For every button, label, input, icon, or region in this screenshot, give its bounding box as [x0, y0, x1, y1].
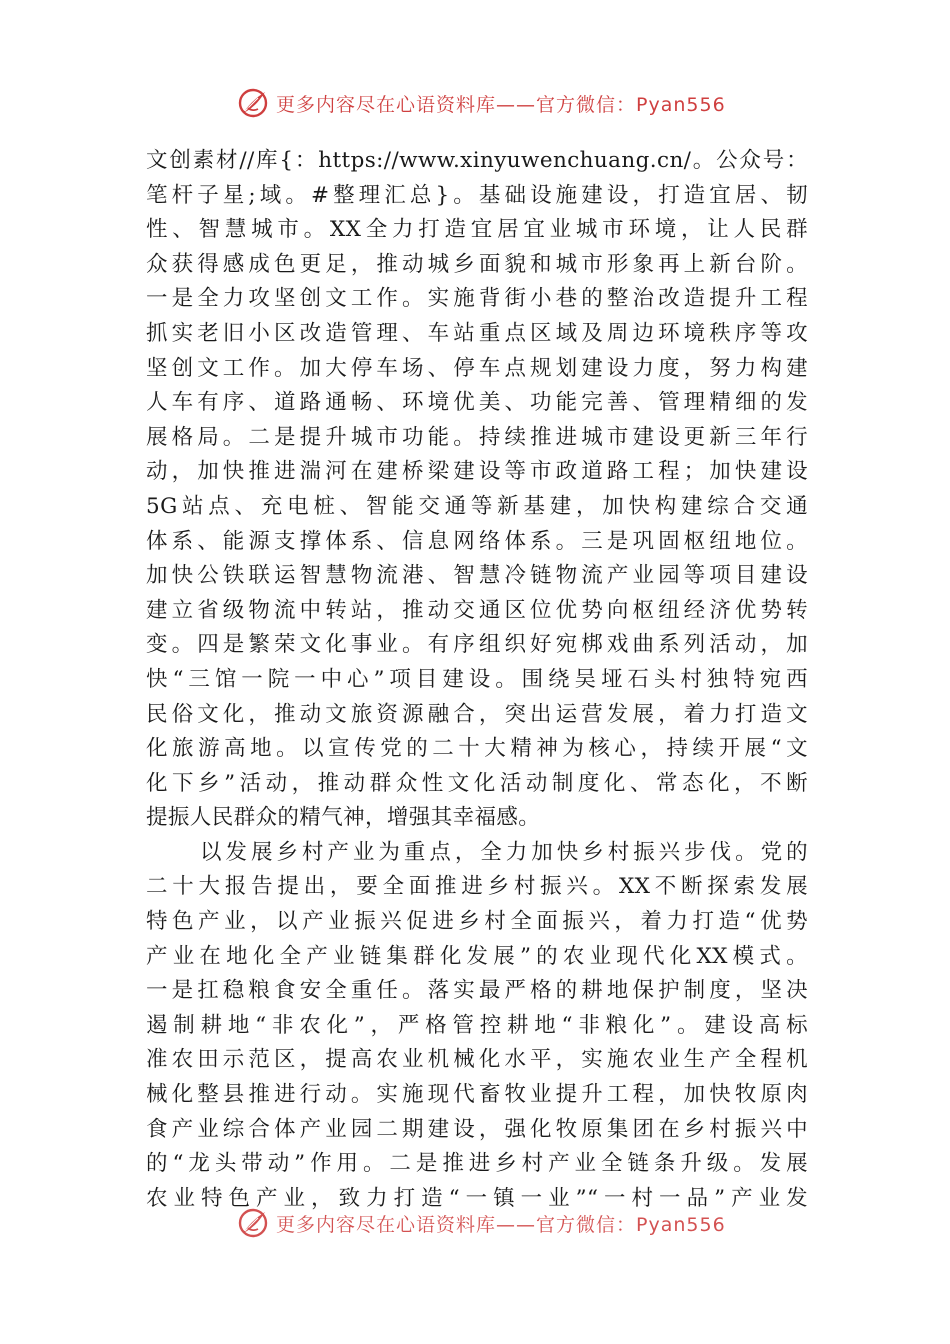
text-line: 人车有序、道路通畅、环境优美、功能完善、管理精细的发	[146, 390, 808, 416]
text-line: 准农田示范区，提高农业机械化水平，实施农业生产全程机	[146, 1047, 808, 1073]
text-line: 快“三馆一院一中心”项目建设。围绕吴垭石头村独特宛西	[146, 666, 808, 692]
text-line: 性、智慧城市。XX全力打造宜居宜业城市环境，让人民群	[146, 217, 808, 243]
text-line: 遏制耕地“非农化”，严格管控耕地“非粮化”。建设高标	[146, 1012, 808, 1038]
feather-seal-icon	[236, 86, 270, 120]
text-line: 变。四是繁荣文化事业。有序组织好宛梆戏曲系列活动，加	[146, 632, 808, 658]
watermark-footer	[236, 1206, 726, 1240]
feather-seal-icon	[236, 1206, 270, 1240]
text-line: 坚创文工作。加大停车场、停车点规划建设力度，努力构建	[146, 355, 808, 381]
text-line: 食产业综合体产业园二期建设，强化牧原集团在乡村振兴中	[146, 1116, 808, 1142]
paragraph-infrastructure	[146, 144, 808, 836]
watermark-text: 更多内容尽在心语资料库——官方微信：Pyan556	[276, 1213, 726, 1236]
paragraph-rural-revitalization	[146, 836, 808, 1217]
text-line: 提振人民群众的精气神，增强其幸福感。	[146, 805, 541, 831]
watermark-header	[236, 86, 726, 120]
text-line: 二十大报告提出，要全面推进乡村振兴。XX不断探索发展	[146, 874, 808, 900]
text-line: 的“龙头带动”作用。二是推进乡村产业全链条升级。发展	[146, 1151, 808, 1177]
text-line: 5G站点、充电桩、智能交通等新基建，加快构建综合交通	[146, 493, 808, 519]
text-line: 笔杆子星;域。#整理汇总}。基础设施建设，打造宜居、韧	[146, 182, 808, 208]
text-line: 加快公铁联运智慧物流港、智慧冷链物流产业园等项目建设	[146, 563, 808, 589]
text-line: 械化整县推进行动。实施现代畜牧业提升工程，加快牧原肉	[146, 1082, 808, 1108]
text-line: 一是全力攻坚创文工作。实施背街小巷的整治改造提升工程	[146, 286, 808, 312]
text-line: 展格局。二是提升城市功能。持续推进城市建设更新三年行	[146, 424, 808, 450]
text-line: 产业在地化全产业链集群化发展”的农业现代化XX模式。	[146, 943, 808, 969]
text-line: 一是扛稳粮食安全重任。落实最严格的耕地保护制度，坚决	[146, 978, 808, 1004]
text-line: 文创素材//库{：https://www.xinyuwenchuang.cn/。公众号：	[146, 148, 808, 173]
text-line: 民俗文化，推动文旅资源融合，突出运营发展，着力打造文	[146, 701, 808, 727]
text-line: 动，加快推进湍河在建桥梁建设等市政道路工程；加快建设	[146, 459, 808, 485]
text-line: 以发展乡村产业为重点，全力加快乡村振兴步伐。党的	[200, 839, 808, 865]
watermark-text: 更多内容尽在心语资料库——官方微信：Pyan556	[276, 93, 726, 116]
text-line: 特色产业，以产业振兴促进乡村全面振兴，着力打造“优势	[146, 909, 808, 935]
document-body	[146, 144, 808, 1216]
text-line: 化下乡”活动，推动群众性文化活动制度化、常态化，不断	[146, 770, 808, 796]
text-line: 抓实老旧小区改造管理、车站重点区域及周边环境秩序等攻	[146, 320, 808, 346]
text-line: 农业特色产业，致力打造“一镇一业”“一村一品”产业发	[146, 1185, 808, 1211]
text-line: 化旅游高地。以宣传党的二十大精神为核心，持续开展“文	[146, 736, 808, 762]
text-line: 体系、能源支撑体系、信息网络体系。三是巩固枢纽地位。	[146, 528, 808, 554]
text-line: 众获得感成色更足，推动城乡面貌和城市形象再上新台阶。	[146, 251, 808, 277]
text-line: 建立省级物流中转站，推动交通区位优势向枢纽经济优势转	[146, 597, 808, 623]
